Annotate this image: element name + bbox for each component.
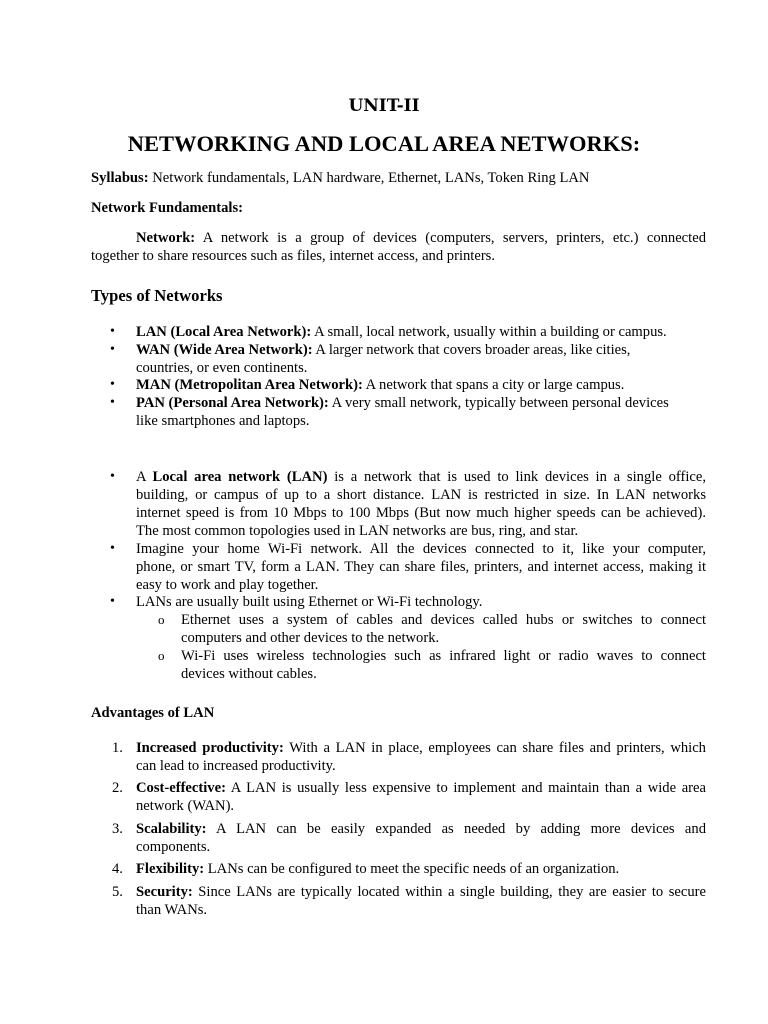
sub-bullet-icon: o bbox=[158, 612, 165, 627]
advantages-heading: Advantages of LAN bbox=[91, 705, 215, 721]
page-title: NETWORKING AND LOCAL AREA NETWORKS: bbox=[127, 131, 641, 156]
syllabus-text: Network fundamentals, LAN hardware, Ethernet, LANs, Token Ring LAN bbox=[148, 170, 590, 186]
list-number: 1. bbox=[112, 740, 123, 756]
list-item-lan: LAN (Local Area Network): A small, local network, usually within a building or campus. bbox=[136, 324, 667, 340]
network-definition-line-1: Network: A network is a group of devices (computers, servers, printers, etc.) connected bbox=[136, 230, 706, 246]
list-item-man: MAN (Metropolitan Area Network): A network that spans a city or large campus. bbox=[136, 377, 625, 393]
list-item-pan: PAN (Personal Area Network): A very small network, typically between personal devices like smartphones and laptops. bbox=[136, 395, 669, 429]
syllabus-line bbox=[91, 169, 706, 187]
advantage-item-security: Security: Since LANs are typically located within a single building, they are easier to secure than WANs. bbox=[136, 884, 706, 918]
advantage-item-productivity: Increased productivity: With a LAN in place, employees can share files and printers, which can lead to increased productivity. bbox=[136, 740, 706, 774]
list-number: 4. bbox=[112, 861, 123, 877]
advantage-item-scalability: Scalability: A LAN can be easily expanded as needed by adding more devices and components. bbox=[136, 821, 706, 855]
types-heading: Types of Networks bbox=[91, 286, 223, 305]
syllabus-label: Syllabus: bbox=[91, 170, 149, 186]
list-number: 2. bbox=[112, 780, 123, 796]
lan-term: Local area network (LAN) bbox=[152, 469, 328, 485]
bullet-icon: • bbox=[110, 324, 115, 339]
bullet-icon: • bbox=[110, 342, 115, 357]
lan-paragraph-1: A Local area network (LAN) is a network that is used to link devices in a single office, building, or campus of up to a short distance. LAN is restricted in size. In LAN networks internet speed is from 10 Mbps to 100 Mbps (But now much higher speeds can be achieved). The most common topologies used in LAN networks are bus, ring, and star. bbox=[136, 469, 706, 539]
network-definition bbox=[91, 229, 706, 265]
unit-title: UNIT-II bbox=[348, 96, 420, 116]
bullet-icon: • bbox=[110, 377, 115, 392]
sub-bullet-icon: o bbox=[158, 648, 165, 663]
advantage-item-cost: Cost-effective: A LAN is usually less expensive to implement and maintain than a wide area network (WAN). bbox=[136, 780, 706, 814]
sub-list-item-wifi: Wi-Fi uses wireless technologies such as infrared light or radio waves to connect devices without cables. bbox=[181, 648, 706, 682]
advantage-item-flexibility: Flexibility: LANs can be configured to meet the specific needs of an organization. bbox=[136, 861, 620, 877]
bullet-icon: • bbox=[110, 541, 115, 556]
network-fundamentals-heading: Network Fundamentals: bbox=[91, 200, 244, 216]
list-item-wan: WAN (Wide Area Network): A larger network that covers broader areas, like cities, countries, or even continents. bbox=[136, 342, 631, 376]
lan-paragraph-2: Imagine your home Wi-Fi network. All the devices connected to it, like your computer, phone, or smart TV, form a LAN. They can share files, printers, and internet access, making it easy to work and play together. bbox=[136, 541, 706, 593]
lan-paragraph-3: LANs are usually built using Ethernet or Wi-Fi technology. bbox=[136, 594, 483, 610]
network-term: Network: bbox=[136, 230, 196, 246]
list-number: 3. bbox=[112, 821, 123, 837]
sub-list-item-ethernet: Ethernet uses a system of cables and devices called hubs or switches to connect computers and other devices to the network. bbox=[181, 612, 706, 646]
list-number: 5. bbox=[112, 884, 123, 900]
bullet-icon: • bbox=[110, 594, 115, 609]
bullet-icon: • bbox=[110, 395, 115, 410]
bullet-icon: • bbox=[110, 469, 115, 484]
network-definition-line-2: together to share resources such as files, internet access, and printers. bbox=[91, 248, 496, 264]
